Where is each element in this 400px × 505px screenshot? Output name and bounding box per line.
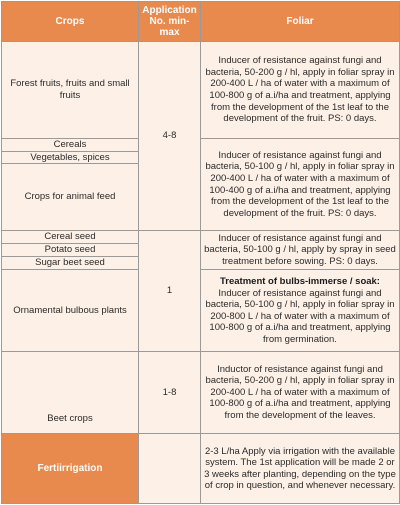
crop-potato-seed: Potato seed bbox=[2, 244, 139, 257]
table-row bbox=[2, 270, 400, 352]
crop-fertigation: Fertiirrigation bbox=[2, 434, 139, 504]
foliar-seed-treatment: Inducer of resistance against fungi and bacteria, 50-100 g / hl, apply by spray in seed treatment before sowing. PS: 0 days. bbox=[201, 231, 400, 270]
foliar-beet: Inductor of resistance against fungi and bacteria, 50-200 g / hl, apply in foliar spray in 200-400 L / ha of water with a maximum of 100-800 g of a.i/ha and treatment, applying from the development of the leaves. bbox=[201, 352, 400, 434]
application-count-fertigation bbox=[139, 434, 201, 504]
application-count-4-8: 4-8 bbox=[139, 42, 201, 231]
header-row bbox=[2, 2, 400, 42]
header-application-line-3: max bbox=[159, 27, 180, 38]
foliar-bulbs-title: Treatment of bulbs-immerse / soak: bbox=[220, 275, 380, 287]
crop-forest-fruits: Forest fruits, fruits and small fruits bbox=[2, 42, 139, 139]
foliar-cereals-vegetables-feed: Inducer of resistance against fungi and bacteria, 50-100 g / hl, apply in foliar spray in 200-400 L / ha of water with a maximum of 100-400 g of a.i/ha and treatment, applying from the development of the 1st leaf to the development of the fruit. PS: 0 days. bbox=[201, 139, 400, 231]
header-crops: Crops bbox=[2, 2, 139, 42]
foliar-bulbs-body: Inducer of resistance against fungi and bacteria, 50-100 g / hl, apply in foliar spray in 200-800 L / ha of water with a maximum of 100-800 g of a.i/ha and treatment, applying from germination. bbox=[205, 287, 395, 345]
table-row bbox=[2, 434, 400, 504]
crop-animal-feed: Crops for animal feed bbox=[2, 164, 139, 231]
foliar-fertigation: 2-3 L/ha Apply via irrigation with the available system. The 1st application will be made 2 or 3 weeks after planting, depending on the type of crop in question, and whenever necessary. bbox=[201, 434, 400, 504]
header-application-line-1: Application bbox=[142, 5, 197, 16]
foliar-forest-fruits: Inducer of resistance against fungi and bacteria, 50-200 g / hl, apply in foliar spray in 200-400 L / ha of water with a maximum of 100-800 g of a.i/ha and treatment, applying from the development of the 1st leaf to the development of the fruit. PS: 0 days. bbox=[201, 42, 400, 139]
crop-ornamental-bulbous: Ornamental bulbous plants bbox=[2, 270, 139, 352]
table-row bbox=[2, 139, 400, 152]
crop-vegetables-spices: Vegetables, spices bbox=[2, 151, 139, 164]
table-row bbox=[2, 42, 400, 139]
header-application bbox=[139, 2, 201, 42]
crop-sugar-beet-seed: Sugar beet seed bbox=[2, 257, 139, 270]
application-count-1-8: 1-8 bbox=[139, 352, 201, 434]
crop-cereals: Cereals bbox=[2, 139, 139, 152]
foliar-bulbs bbox=[201, 270, 400, 352]
table-row bbox=[2, 231, 400, 244]
application-count-1: 1 bbox=[139, 231, 201, 352]
header-foliar: Foliar bbox=[201, 2, 400, 42]
header-application-line-2: No. min- bbox=[149, 16, 190, 27]
crop-beet: Beet crops bbox=[2, 352, 139, 434]
crop-cereal-seed: Cereal seed bbox=[2, 231, 139, 244]
table-row bbox=[2, 352, 400, 434]
application-table bbox=[1, 1, 400, 504]
